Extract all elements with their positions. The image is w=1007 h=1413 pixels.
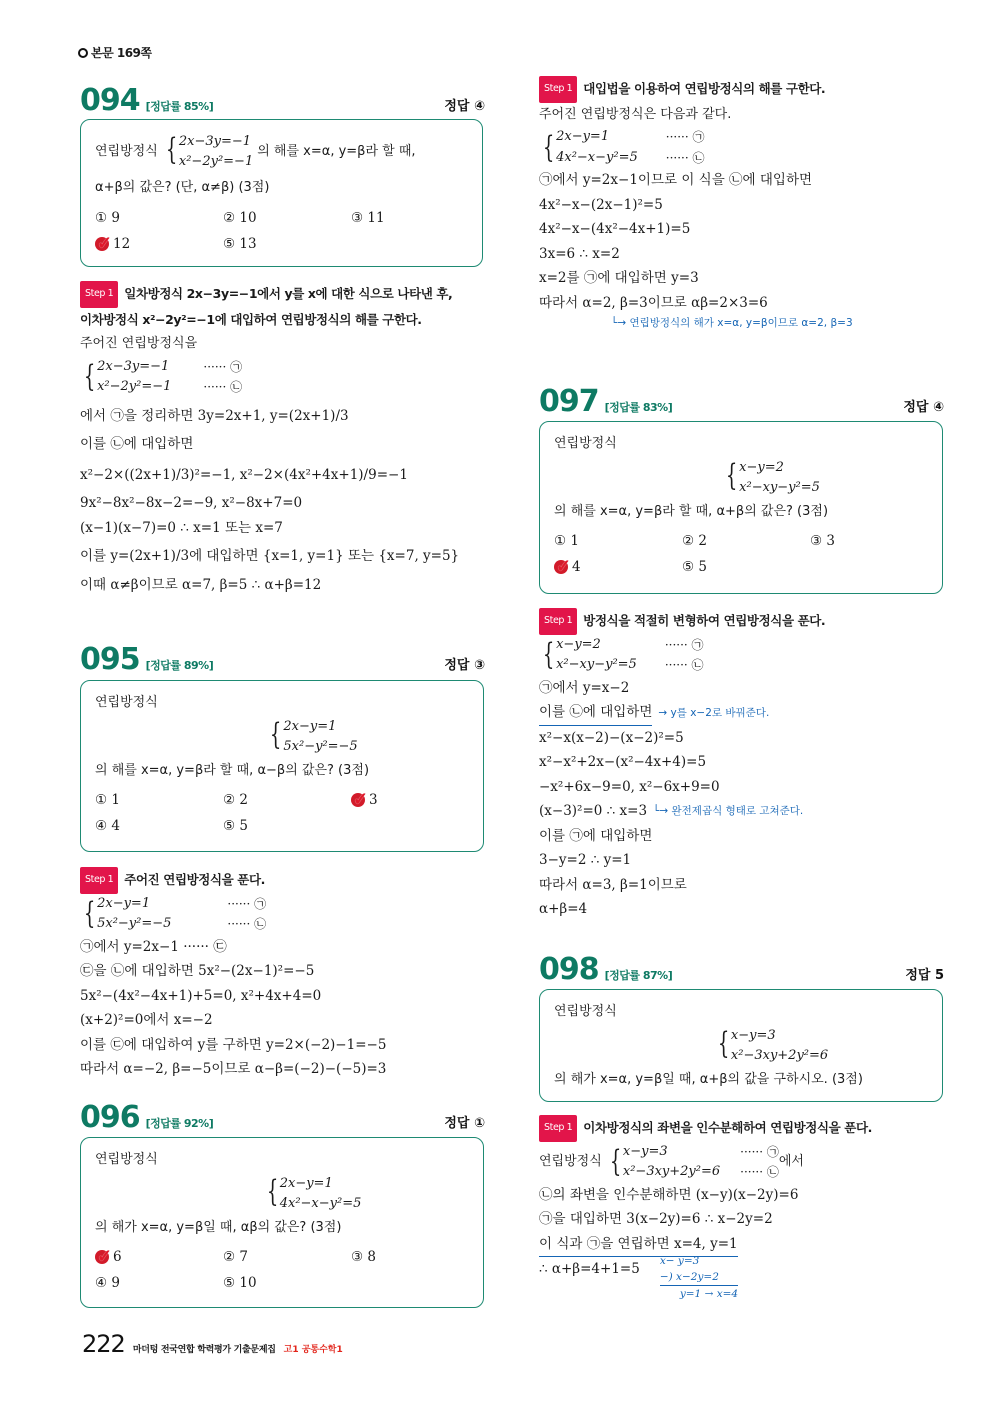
choice-1[interactable]: ① 9 <box>95 209 120 226</box>
checkmark-icon <box>95 1250 109 1264</box>
question-prefix: 연립방정식 <box>95 1152 158 1167</box>
solution-line: 주어진 연립방정식은 다음과 같다. <box>539 106 732 122</box>
circle-bullet-icon <box>78 48 88 58</box>
equation-line: x²−3xy+2y²=6 <box>730 1047 829 1063</box>
solution-line-annotated: 이를 ㉡에 대입하면 → y를 x−2로 바꿔준다. <box>539 700 944 726</box>
equation-tag: ······ ㉡ <box>740 1165 779 1179</box>
equation-tag: ······ ㉠ <box>740 1144 779 1159</box>
equation-line: x²−2y²=−1 <box>97 379 172 394</box>
accuracy-rate: [정답률 83%] <box>604 401 673 414</box>
equation-line: x²−3xy+2y²=6 <box>622 1164 721 1179</box>
choice-1-checked[interactable]: ✓ 6 <box>95 1247 223 1267</box>
problem-number: 097 <box>539 384 599 419</box>
problem-number: 098 <box>539 952 599 987</box>
solution-line: ㉠을 대입하면 3(x−2y)=6 ∴ x−2y=2 <box>539 1211 773 1227</box>
solution-line: 에서 ㉠을 정리하면 3y=2x+1, y=(2x+1)/3 <box>80 407 349 424</box>
checkmark-icon <box>554 560 568 574</box>
solution-line: 9x²−8x²−8x−2=−9, x²−8x+7=0 <box>80 495 303 511</box>
solution-line: 따라서 α=2, β=3이므로 αβ=2×3=6 <box>539 294 768 311</box>
arrow-icon: → <box>658 706 671 719</box>
choice-5[interactable]: ⑤ 5 <box>223 818 248 835</box>
equation-line: 2x−y=1 <box>279 1175 333 1191</box>
problem-094-box <box>80 119 483 267</box>
step-badge: Step 1 <box>80 867 118 894</box>
step-title: 대입법을 이용하여 연립방정식의 해를 구한다. <box>583 81 826 96</box>
step-badge: Step 1 <box>539 608 577 635</box>
choice-5[interactable]: ⑤ 13 <box>223 235 257 252</box>
question-prefix: 연립방정식 <box>554 1004 617 1019</box>
solution-line: 이를 y=(2x+1)/3에 대입하면 {x=1, y=1} 또는 {x=7, y=5} <box>80 548 460 564</box>
solution-line: (x−1)(x−7)=0 ∴ x=1 또는 x=7 <box>80 519 283 536</box>
solution-096 <box>539 76 944 331</box>
step-badge: Step 1 <box>539 76 577 103</box>
solution-line: 3−y=2 ∴ y=1 <box>539 852 632 868</box>
solution-line: 4x²−x−(2x−1)²=5 <box>539 196 663 213</box>
equation-line: 2x−3y=−1 <box>97 358 170 374</box>
question-prefix: 연립방정식 <box>95 695 158 710</box>
question-text: 의 해를 x=α, y=β라 할 때, <box>257 144 416 160</box>
solution-line: 따라서 α=−2, β=−5이므로 α−β=(−2)−(−5)=3 <box>80 1061 387 1077</box>
solution-line: 따라서 α=3, β=1이므로 <box>539 876 687 893</box>
question-text: 의 해를 x=α, y=β라 할 때, α−β의 값은? (3점) <box>95 762 370 778</box>
choice-1[interactable]: ① 1 <box>95 792 120 808</box>
choices <box>95 208 468 255</box>
solution-line: ㉢을 ㉡에 대입하면 5x²−(2x−1)²=−5 <box>80 963 315 979</box>
equation-tag: ······ ㉠ <box>664 637 704 652</box>
solution-line: 5x²−(4x²−4x+1)+5=0, x²+4x+4=0 <box>80 987 322 1004</box>
solution-line: x²−x²+2x−(x²−4x+4)=5 <box>539 754 707 770</box>
equation-line: x²−xy−y²=5 <box>739 479 820 495</box>
answer-label: 정답 ④ <box>903 400 944 415</box>
question-text: 의 해가 x=α, y=β일 때, α+β의 값을 구하시오. (3점) <box>554 1071 863 1087</box>
equation-system <box>162 132 253 172</box>
question-text-line2: α+β의 값은? (단, α≠β) (3점) <box>95 180 270 195</box>
solution-095 <box>80 867 485 1082</box>
problem-096-box <box>80 1137 484 1308</box>
arrow-icon: └→ <box>611 317 630 329</box>
choice-2[interactable]: ② 10 <box>223 209 257 226</box>
equation-system <box>722 458 820 498</box>
problem-098-box <box>539 989 943 1102</box>
brace-icon: { <box>717 1025 730 1061</box>
equation-line: 5x²−y²=−5 <box>283 738 358 754</box>
solution-line: x²−2×((2x+1)/3)²=−1, x²−2×(4x²+4x+1)/9=−1 <box>80 466 408 483</box>
accuracy-rate: [정답률 89%] <box>145 659 214 672</box>
equation-line: x−y=2 <box>556 636 601 652</box>
arrow-icon: └→ <box>653 805 672 817</box>
solution-line: ∴ α+β=4+1=5 <box>539 1261 640 1277</box>
solution-line: 이를 ㉢에 대입하여 y를 구하면 y=2×(−2)−1=−5 <box>80 1036 387 1053</box>
problem-number: 096 <box>80 1100 140 1135</box>
step-title: 주어진 연립방정식을 푼다. <box>124 872 265 887</box>
elimination-work: x− y=3 −) x−2y=2 y=1 → x=4 <box>659 1255 739 1300</box>
solution-094 <box>80 281 485 597</box>
choices <box>95 790 469 837</box>
answer-label: 정답 5 <box>905 968 944 983</box>
equation-line: x−y=3 <box>622 1143 668 1159</box>
equation-tag: ······ ㉡ <box>203 380 243 394</box>
annotation-note: └→ 연립방정식의 해가 x=α, y=β이므로 α=2, β=3 <box>611 317 853 329</box>
choice-5[interactable]: ⑤ 10 <box>223 1275 257 1292</box>
equation-system <box>263 1174 362 1214</box>
page-footer <box>82 1330 343 1358</box>
solution-line: −x²+6x−9=0, x²−6x+9=0 <box>539 778 720 795</box>
accuracy-rate: [정답률 87%] <box>604 969 673 982</box>
solution-line: 4x²−x−(4x²−4x+1)=5 <box>539 221 691 237</box>
answer-label: 정답 ④ <box>444 99 485 114</box>
brace-icon: { <box>270 716 282 752</box>
solution-line: 이를 ㉡에 대입하면 <box>80 436 194 452</box>
equation-line: x−y=3 <box>730 1027 776 1043</box>
equation-tag: ······ ㉠ <box>203 359 243 374</box>
equation-tag: ······ ㉠ <box>227 896 267 911</box>
choice-2[interactable]: ② 7 <box>223 1249 248 1265</box>
page-reference <box>78 44 152 61</box>
equation-system: { x−y=2 x²−xy−y²=5 ······ ㉠ ······ ㉡ <box>539 635 944 676</box>
step-title: 일차방정식 2x−3y=−1에서 y를 x에 대한 식으로 나타낸 후, <box>124 286 453 301</box>
problem-098-header <box>539 952 944 987</box>
solution-098 <box>539 1115 944 1302</box>
problem-095-box <box>80 680 484 852</box>
choice-2[interactable]: ② 2 <box>223 792 248 808</box>
step-title: 이차방정식의 좌변을 인수분해하여 연립방정식을 푼다. <box>583 1120 872 1135</box>
equation-system: { 2x−3y=−1 x²−2y²=−1 ······ ㉠ ······ ㉡ <box>80 357 485 398</box>
solution-line: ㉠에서 y=2x−1이므로 이 식을 ㉡에 대입하면 <box>539 172 813 188</box>
choice-3[interactable]: ③ 3 <box>810 533 835 549</box>
equation-line: 2x−y=1 <box>97 895 151 911</box>
question-prefix: 연립방정식 <box>554 436 617 451</box>
equation-system: { 2x−y=1 5x²−y²=−5 ······ ㉠ ······ ㉡ <box>80 894 485 935</box>
step-badge: Step 1 <box>539 1115 577 1142</box>
equation-tag: ······ ㉡ <box>664 658 704 672</box>
page-number: 222 <box>82 1330 125 1358</box>
step-title: 방정식을 적절히 변형하여 연립방정식을 푼다. <box>583 613 826 628</box>
problem-097-header <box>539 384 944 419</box>
equation-system: { 2x−y=1 4x²−x−y²=5 ······ ㉠ ······ ㉡ <box>539 127 944 168</box>
choices <box>554 531 928 578</box>
choices <box>95 1247 469 1294</box>
brace-icon: { <box>725 457 738 493</box>
equation-system <box>266 717 357 757</box>
choice-4-checked[interactable]: ✓ 12 <box>95 234 223 254</box>
step-title-cont: 이차방정식 x²−2y²=−1에 대입하여 연립방정식의 해를 구한다. <box>80 311 422 327</box>
book-title: 마더텅 전국연합 학력평가 기출문제집 <box>132 1345 276 1355</box>
choice-5[interactable]: ⑤ 5 <box>682 559 707 576</box>
equation-line: 2x−y=1 <box>556 129 610 144</box>
checkmark-icon <box>95 237 109 251</box>
page-reference-label: 본문 169쪽 <box>91 46 152 60</box>
step-badge: Step 1 <box>80 281 118 308</box>
solution-line: 이때 α≠β이므로 α=7, β=5 ∴ α+β=12 <box>80 576 322 593</box>
question-text: 의 해가 x=α, y=β일 때, αβ의 값은? (3점) <box>95 1219 342 1235</box>
equation-tag: ······ ㉡ <box>227 917 267 931</box>
choice-3[interactable]: ③ 8 <box>351 1249 376 1265</box>
solution-line: 이를 ㉠에 대입하면 <box>539 827 653 844</box>
solution-line: x²−x(x−2)−(x−2)²=5 <box>539 729 684 746</box>
grade-label: 고1 공통수학1 <box>283 1345 343 1355</box>
equation-line: 2x−y=1 <box>283 718 337 734</box>
solution-line-annotated: (x−3)²=0 ∴ x=3 └→ 완전제곱식 형태로 고쳐준다. <box>539 799 944 824</box>
choice-3-checked[interactable]: ✓ 3 <box>351 790 479 810</box>
annotation-note: → y를 x−2로 바꿔준다. <box>658 706 770 719</box>
equation-system <box>714 1026 828 1066</box>
brace-icon: { <box>165 132 178 167</box>
problem-095-header <box>80 642 485 677</box>
equation-line: 5x²−y²=−5 <box>97 916 172 931</box>
solution-line: ㉡의 좌변을 인수분해하면 (x−y)(x−2y)=6 <box>539 1186 799 1203</box>
choice-4-checked[interactable]: ✓ 4 <box>554 557 682 577</box>
problem-097-box <box>539 421 943 594</box>
equation-line: 4x²−x−y²=5 <box>556 149 638 165</box>
solution-line: 이 식과 ㉠을 연립하면 x=4, y=1 <box>539 1232 738 1258</box>
equation-line: x−y=2 <box>739 459 784 475</box>
solution-line: α+β=4 <box>539 901 588 917</box>
annotation-note: └→ 완전제곱식 형태로 고쳐준다. <box>653 805 804 817</box>
choice-1[interactable]: ① 1 <box>554 533 579 549</box>
equation-line: 2x−3y=−1 <box>178 134 252 149</box>
answer-label: 정답 ① <box>444 1116 485 1131</box>
problem-094-header <box>80 83 485 118</box>
accuracy-rate: [정답률 92%] <box>145 1117 214 1130</box>
choice-2[interactable]: ② 2 <box>682 533 707 549</box>
equation-system: 연립방정식 { x−y=3 x²−3xy+2y²=6 ······ ㉠ ······ ㉡ 에서 <box>539 1142 944 1183</box>
accuracy-rate: [정답률 85%] <box>145 100 214 113</box>
equation-line: x²−xy−y²=5 <box>556 657 637 672</box>
solution-line: ㉠에서 y=x−2 <box>539 679 630 696</box>
answer-label: 정답 ③ <box>444 658 485 673</box>
choice-4[interactable]: ④ 9 <box>95 1275 120 1292</box>
solution-line: 3x=6 ∴ x=2 <box>539 245 620 262</box>
checkmark-icon <box>351 793 365 807</box>
equation-line: 4x²−x−y²=5 <box>279 1195 362 1211</box>
solution-line: 주어진 연립방정식을 <box>80 336 198 351</box>
problem-096-header <box>80 1100 485 1135</box>
question-text: 의 해를 x=α, y=β라 할 때, α+β의 값은? (3점) <box>554 503 829 519</box>
equation-tag: ······ ㉡ <box>665 150 705 165</box>
solution-line: (x+2)²=0에서 x=−2 <box>80 1012 213 1028</box>
equation-tag: ······ ㉠ <box>665 130 705 144</box>
solution-097 <box>539 608 944 922</box>
equation-line: x²−2y²=−1 <box>178 154 254 169</box>
solution-line: ㉠에서 y=2x−1 ······ ㉢ <box>80 938 227 955</box>
choice-4[interactable]: ④ 4 <box>95 818 120 835</box>
problem-number: 094 <box>80 83 140 118</box>
problem-number: 095 <box>80 642 140 677</box>
brace-icon: { <box>266 1173 278 1209</box>
question-prefix: 연립방정식 <box>95 144 158 160</box>
choice-3[interactable]: ③ 11 <box>351 209 385 226</box>
solution-line: x=2를 ㉠에 대입하면 y=3 <box>539 270 699 286</box>
